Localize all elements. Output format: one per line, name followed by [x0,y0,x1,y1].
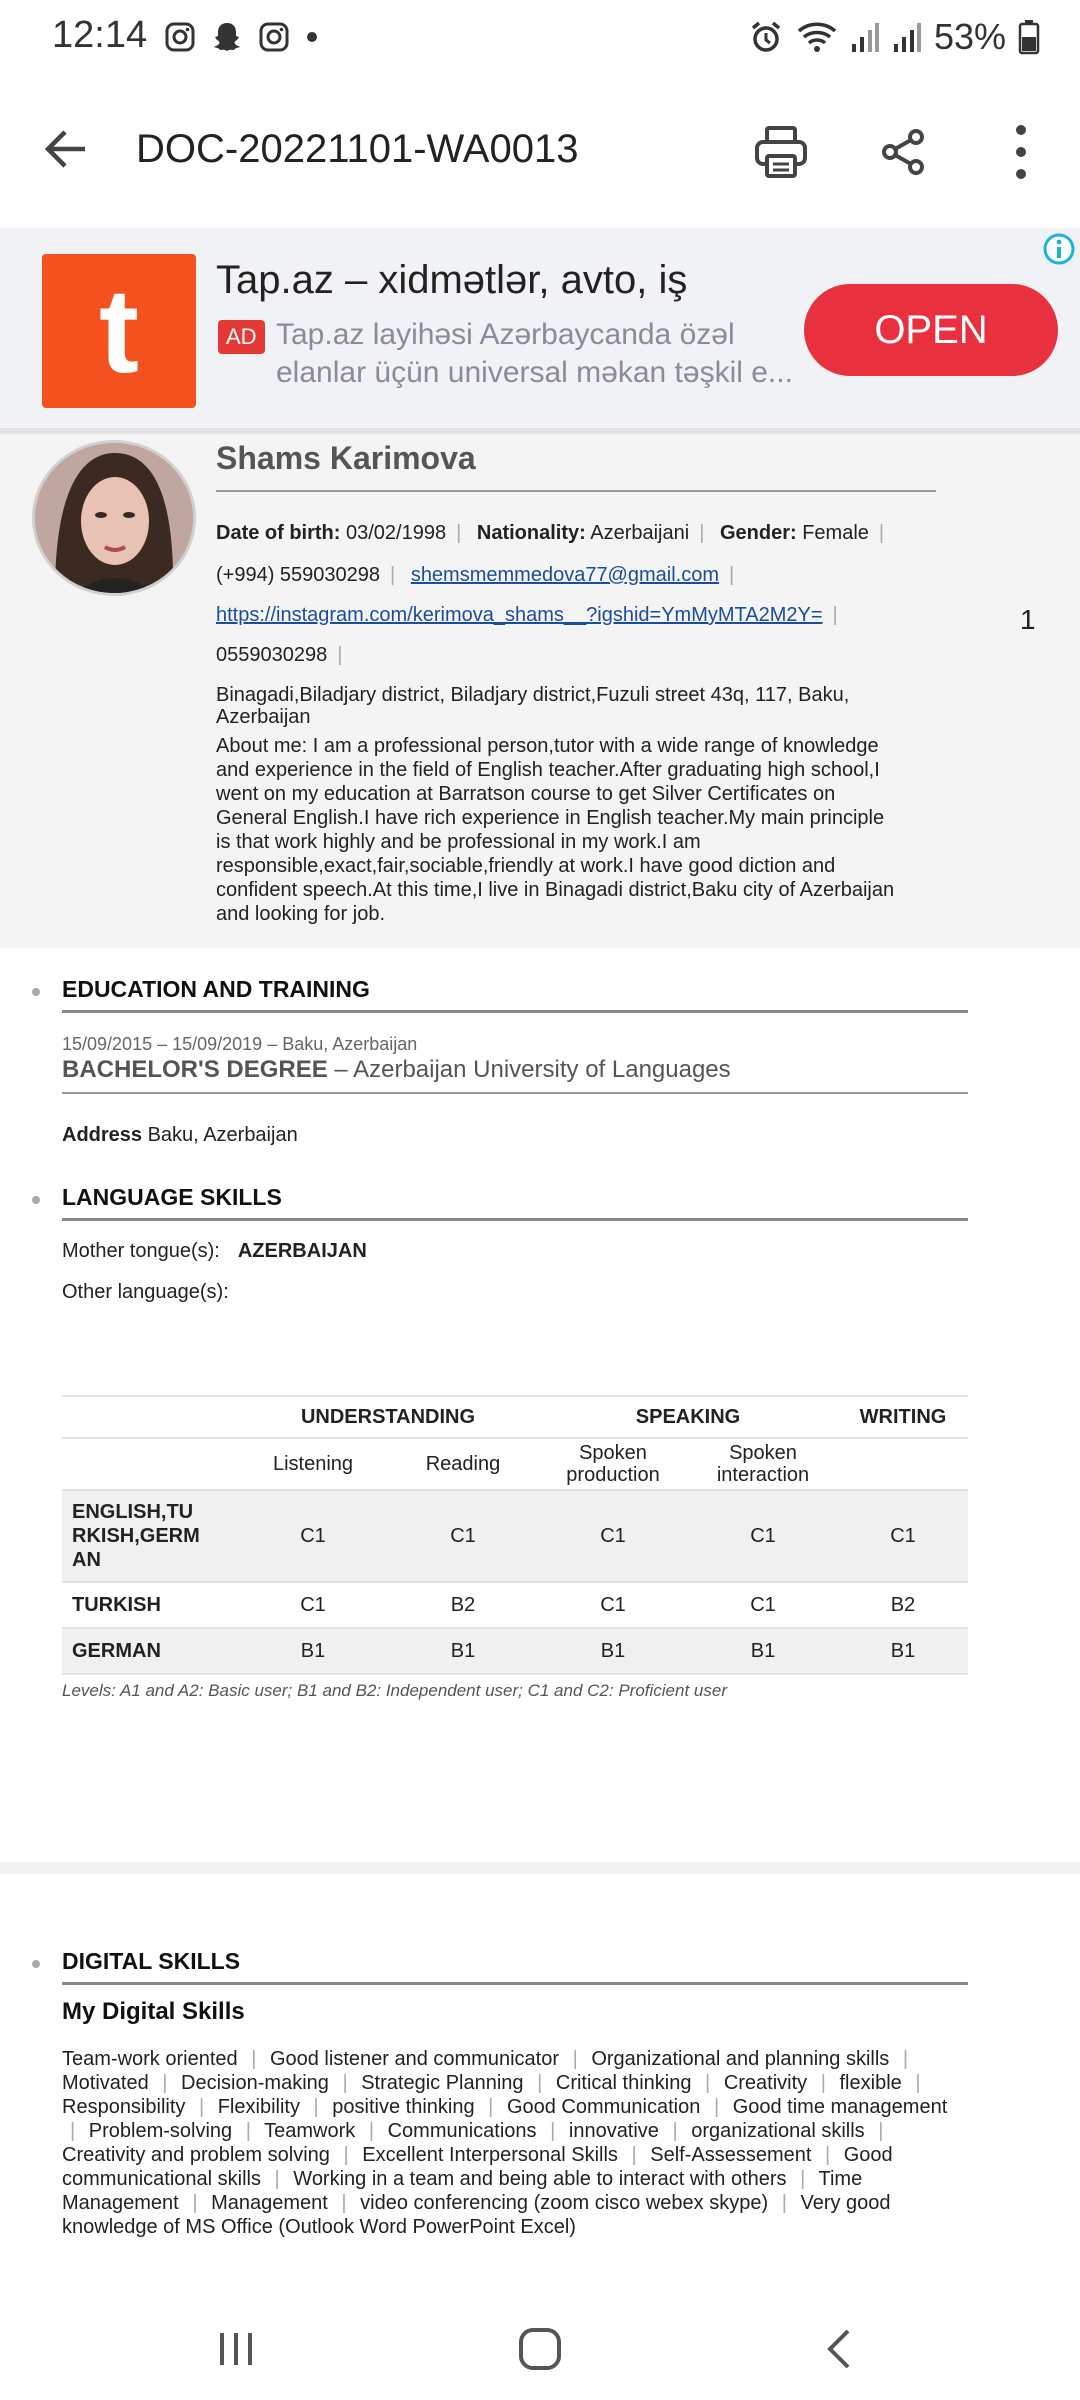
skill-separator: | [705,2072,711,2094]
gender-label: Gender: [719,522,797,544]
ad-title[interactable]: Tap.az – xidmətlər, avto, iş [216,258,688,302]
skill-separator: | [800,2168,806,2190]
skill-item: Problem-solving [88,2120,233,2142]
section-divider [62,1010,968,1013]
language-name: ENGLISH,TURKISH,GERMAN [62,1490,238,1582]
back-chevron-icon [820,2327,860,2371]
level-cell: B1 [838,1628,968,1674]
skill-item: innovative [568,2120,659,2142]
skill-item: Time Management [62,2168,863,2214]
skill-item: Team-work oriented [62,2048,238,2070]
dot-icon [304,29,320,45]
recent-apps-button[interactable] [196,2314,276,2384]
skill-separator: | [915,2072,921,2094]
address-label: Address [62,1124,143,1146]
section-bullet [32,1960,40,1968]
share-button[interactable] [868,117,938,187]
skill-item: Critical thinking [555,2072,692,2094]
group-speaking: SPEAKING [538,1396,838,1438]
skill-separator: | [537,2072,543,2094]
skill-item: Good listener and communicator [269,2048,559,2070]
table-header-row [62,1396,968,1438]
education-title: EDUCATION AND TRAINING [62,976,370,1002]
back-nav-button[interactable] [800,2314,880,2384]
skill-separator: | [550,2120,556,2142]
ad-open-button[interactable]: OPEN [804,284,1058,376]
level-cell: C1 [538,1490,688,1582]
level-cell: C1 [388,1490,538,1582]
level-cell: B1 [388,1628,538,1674]
levels-note: Levels: A1 and A2: Basic user; B1 and B2: Independent user; C1 and C2: Proficient user [62,1681,727,1700]
table-row [62,1628,968,1674]
home-button[interactable] [500,2314,580,2384]
battery-percent: 53% [933,16,1006,57]
skill-item: Very good knowledge of MS Office (Outlook Word PowerPoint Excel) [62,2192,891,2238]
skill-separator: | [820,2072,826,2094]
email-link[interactable]: shemsmemmedova77@gmail.com [410,564,719,586]
phone2-value: 0559030298 [216,644,328,666]
battery-icon [1018,19,1040,55]
ad-banner[interactable] [0,228,1080,434]
share-icon [878,127,928,177]
skill-item: Excellent Interpersonal Skills [362,2144,618,2166]
cv-name: Shams Karimova [216,440,476,476]
wifi-icon [796,19,838,55]
system-icons [748,16,1040,58]
cv-address: Binagadi,Biladjary district, Biladjary district,Fuzuli street 43q, 117, Baku, Azerbaijan [216,684,850,728]
recent-apps-icon [214,2327,258,2371]
skill-item: Self-Assessement [650,2144,812,2166]
phone-value: (+994) 559030298 [216,564,381,586]
skill-item: Strategic Planning [361,2072,524,2094]
cv-header [0,434,1080,948]
name-divider [216,490,936,492]
sub-reading: Reading [388,1438,538,1490]
personal-info-line: Date of birth: 03/02/1998 | Nationality: Azerbaijani | Gender: Female | [216,522,885,544]
printer-icon [753,124,809,180]
skill-item: Creativity and problem solving [62,2144,330,2166]
group-writing: WRITING [838,1396,968,1438]
digital-subtitle: My Digital Skills [62,1998,245,2025]
language-title: LANGUAGE SKILLS [62,1184,282,1210]
education-degree [62,1056,731,1084]
mother-tongue-value: AZERBAIJAN [237,1240,367,1262]
nationality-value: Azerbaijani [590,522,690,544]
skill-separator: | [672,2120,678,2142]
table-row [62,1490,968,1582]
more-options-button[interactable] [986,117,1056,187]
skill-item: Flexibility [217,2096,300,2118]
mother-tongue [62,1240,367,1263]
language-name: GERMAN [62,1628,238,1674]
more-vert-icon [1011,122,1031,182]
skill-item: Good Communication [506,2096,701,2118]
skill-separator: | [192,2192,198,2214]
level-cell: C1 [688,1490,838,1582]
section-divider [62,1982,968,1985]
skill-separator: | [878,2120,884,2142]
alarm-icon [748,19,784,55]
section-divider [62,1218,968,1221]
education-address [62,1124,298,1147]
sub-spoken-interaction: Spoken interaction [688,1438,838,1490]
skill-item: Good time management [732,2096,948,2118]
back-button[interactable] [34,117,98,181]
page-break [0,1862,1080,1874]
level-cell: B1 [238,1628,388,1674]
skill-separator: | [631,2144,637,2166]
sub-listening: Listening [238,1438,388,1490]
nationality-label: Nationality: [476,522,586,544]
profile-photo-icon [35,443,193,593]
instagram-icon [164,21,196,53]
skill-separator: | [342,2072,348,2094]
skill-item: flexible [839,2072,902,2094]
app-bar [0,95,1080,210]
level-cell: C1 [238,1582,388,1628]
sub-spoken-production: Spoken production [538,1438,688,1490]
degree-divider [62,1092,968,1094]
digital-title: DIGITAL SKILLS [62,1948,241,1974]
group-understanding: UNDERSTANDING [238,1396,538,1438]
snapchat-icon [210,20,244,54]
ad-description[interactable]: Tap.az layihəsi Azərbaycanda özəl elanlar üçün universal məkan təşkil e... [276,318,793,389]
skill-item: Teamwork [264,2120,356,2142]
skill-item: organizational skills [691,2120,865,2142]
table-row [62,1582,968,1628]
level-cell: B2 [838,1582,968,1628]
skill-separator: | [341,2192,347,2214]
section-bullet [32,1196,40,1204]
level-cell: C1 [238,1490,388,1582]
document-title: DOC-20221101-WA0013 [136,127,579,171]
language-name: TURKISH [62,1582,238,1628]
navigation-bar [0,2290,1080,2400]
skill-item: Working in a team and being able to interact with others [293,2168,787,2190]
level-cell: C1 [538,1582,688,1628]
gender-value: Female [802,522,869,544]
skill-separator: | [824,2144,831,2166]
notification-icons [164,20,320,54]
skill-item: Management [211,2192,328,2214]
skill-separator: | [488,2096,494,2118]
ad-info-icon[interactable] [1042,232,1076,266]
avatar [32,440,196,596]
skill-separator: | [245,2120,251,2142]
level-cell: B1 [688,1628,838,1674]
degree-title: BACHELOR'S DEGREE [62,1056,328,1083]
ad-app-logo[interactable]: t [42,254,196,408]
level-cell: B2 [388,1582,538,1628]
instagram-icon [258,21,290,53]
back-arrow-icon [43,126,89,172]
phone2-line: 0559030298 | [216,644,343,666]
institution: – Azerbaijan University of Languages [334,1056,731,1083]
education-dates: 15/09/2015 – 15/09/2019 – Baku, Azerbaijan [62,1034,418,1054]
skill-separator: | [713,2096,720,2118]
skill-item: Decision-making [181,2072,329,2094]
skill-item: Motivated [62,2072,149,2094]
print-button[interactable] [746,117,816,187]
address-value: Baku, Azerbaijan [147,1124,298,1146]
dob-label: Date of birth: [216,522,341,544]
skill-item: positive thinking [332,2096,475,2118]
language-table [62,1395,968,1675]
skill-item: Responsibility [62,2096,186,2118]
skill-item: Communications [387,2120,537,2142]
digital-skills-list [62,2047,970,2239]
skill-item: Good communicational skills [62,2144,893,2190]
other-languages-label: Other language(s): [62,1281,229,1303]
skill-separator: | [343,2144,349,2166]
cv-about: About me: I am a professional person,tutor with a wide range of knowledge and experience in the field of English teacher.After graduating high school,I went on my education at Barratson course to get Silver Certificates on General English.I have rich experience in English teacher.My main principle is that work highly and be professional in my work.I am responsible,exact,fair,sociable,friendly at work.I have good diction and confident speech.At this time,I live in Binagadi district,Baku city of Azerbaijan and looking for job. [216,735,895,925]
skill-separator: | [368,2120,375,2142]
signal-icon [892,20,922,54]
dob-value: 03/02/1998 [346,522,447,544]
skill-separator: | [902,2048,909,2070]
skill-separator: | [313,2096,319,2118]
skill-separator: | [198,2096,205,2118]
home-icon [516,2325,564,2373]
status-bar [0,0,1080,80]
ad-badge: AD [218,320,265,354]
level-cell: B1 [538,1628,688,1674]
instagram-link[interactable]: https://instagram.com/kerimova_shams__?igshid=YmMyMTA2M2Y= [216,604,823,626]
skill-item: video conferencing (zoom cisco webex skype) [360,2192,769,2214]
level-cell: C1 [688,1582,838,1628]
skill-separator: | [70,2120,76,2142]
skill-item: Organizational and planning skills [591,2048,890,2070]
signal-icon [850,20,880,54]
skill-separator: | [274,2168,280,2190]
skill-separator: | [162,2072,168,2094]
skill-separator: | [781,2192,787,2214]
page-number: 1 [1020,604,1036,635]
table-subheader-row [62,1438,968,1490]
section-bullet [32,988,40,996]
contact-line: (+994) 559030298 | shemsmemmedova77@gmail.com | [216,564,735,586]
level-cell: C1 [838,1490,968,1582]
skill-item: Creativity [723,2072,808,2094]
instagram-line: https://instagram.com/kerimova_shams__?igshid=YmMyMTA2M2Y= | [216,604,838,626]
status-time: 12:14 [52,14,148,56]
mother-tongue-label: Mother tongue(s): [62,1240,220,1262]
skill-separator: | [572,2048,578,2070]
skill-separator: | [251,2048,257,2070]
